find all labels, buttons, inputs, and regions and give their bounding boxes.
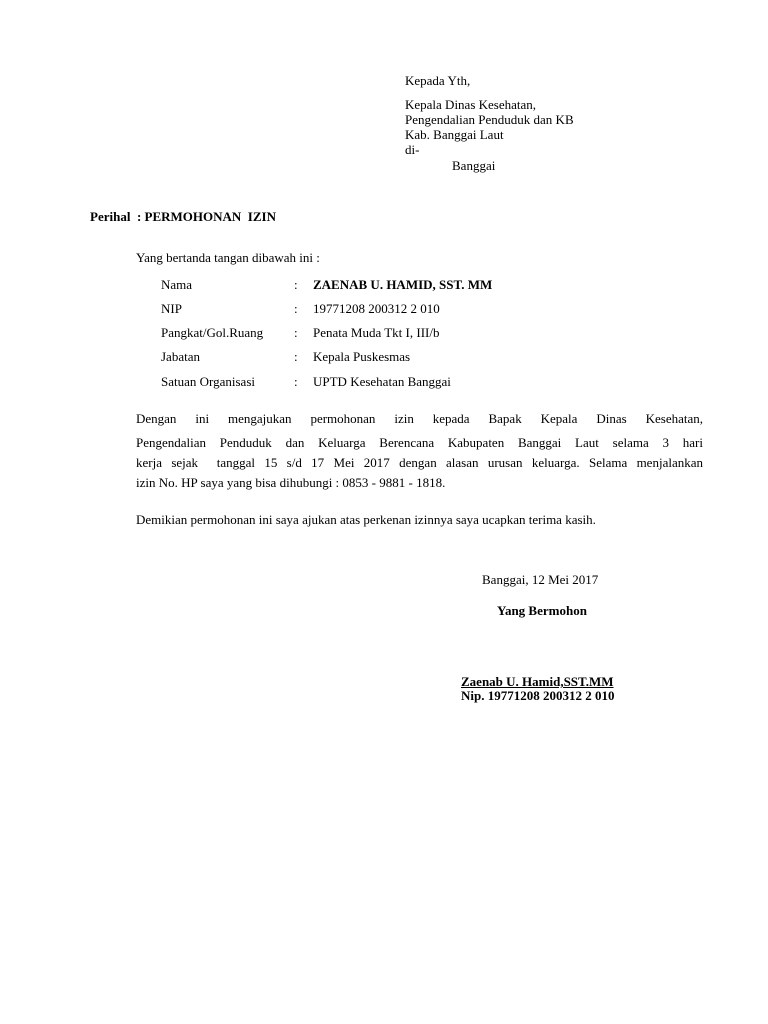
subject-colon: : [136,209,142,224]
closing-text: Demikian permohonan ini saya ajukan atas perkenan izinnya saya ucapkan terima kasih. [136,512,596,527]
identity-row-nip [0,301,768,316]
identity-label: Pangkat/Gol.Ruang [161,325,264,340]
addressee-line-4: di- [405,142,420,157]
identity-colon: : [294,325,298,340]
identity-colon: : [294,374,298,389]
body-paragraph-line: kerja sejak tanggal 15 s/d 17 Mei 2017 dengan alasan urusan keluarga. Selama menjalankan [136,455,703,470]
signature-nip: Nip. 19771208 200312 2 010 [461,688,615,703]
identity-value: 19771208 200312 2 010 [313,301,440,316]
subject-value: PERMOHONAN IZIN [144,209,276,224]
identity-value: ZAENAB U. HAMID, SST. MM [313,277,493,292]
identity-row-jabatan [0,349,768,364]
signature-name: Zaenab U. Hamid,SST.MM [461,674,614,689]
identity-row-nama [0,277,768,292]
identity-label: Jabatan [161,349,200,364]
identity-colon: : [294,349,298,364]
identity-colon: : [294,277,298,292]
subject-label: Perihal [90,209,131,224]
identity-row-pangkat [0,325,768,340]
identity-label: Nama [161,277,193,292]
identity-label: Satuan Organisasi [161,374,255,389]
intro-text: Yang bertanda tangan dibawah ini : [136,250,320,265]
identity-value: UPTD Kesehatan Banggai [313,374,451,389]
addressee-greeting: Kepada Yth, [405,73,471,88]
signature-greeting: Yang Bermohon [497,603,587,618]
identity-row-satuan-organisasi [0,374,768,389]
addressee-line-1: Kepala Dinas Kesehatan, [405,97,537,112]
subject-line [90,209,276,224]
identity-colon: : [294,301,298,316]
identity-value: Penata Muda Tkt I, III/b [313,325,440,340]
body-paragraph-line: Dengan ini mengajukan permohonan izin kepada Bapak Kepala Dinas Kesehatan, [136,411,703,426]
body-paragraph-line: izin No. HP saya yang bisa dihubungi : 0853 - 9881 - 1818. [136,475,446,490]
identity-value: Kepala Puskesmas [313,349,411,364]
signature-place-date: Banggai, 12 Mei 2017 [482,572,599,587]
body-paragraph-line: Pengendalian Penduduk dan Keluarga Berencana Kabupaten Banggai Laut selama 3 hari [136,435,703,450]
addressee-city: Banggai [452,158,496,173]
addressee-line-3: Kab. Banggai Laut [405,127,504,142]
addressee-line-2: Pengendalian Penduduk dan KB [405,112,574,127]
identity-label: NIP [161,301,182,316]
